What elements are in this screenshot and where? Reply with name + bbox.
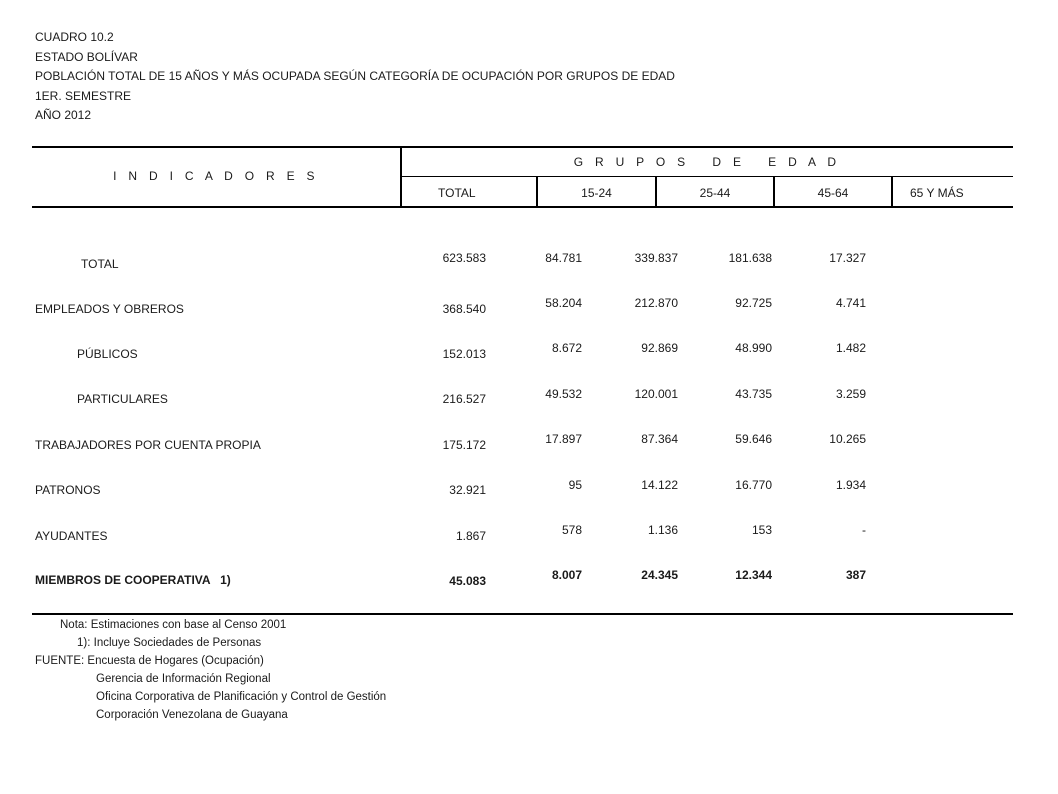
row-label-ayudantes: AYUDANTES [35, 529, 108, 543]
cell-publicos-45-64: 48.990 [735, 341, 772, 355]
group-subheader-rule [401, 176, 1013, 177]
table-description: POBLACIÓN TOTAL DE 15 AÑOS Y MÁS OCUPADA SEGÚN CATEGORÍA DE OCUPACIÓN POR GRUPOS DE EDAD [35, 69, 675, 83]
cell-total-25-44: 339.837 [634, 251, 678, 265]
cell-particulares-25-44: 120.001 [634, 387, 678, 401]
cell-empleados-25-44: 212.870 [634, 296, 678, 310]
age-groups-header: G R U P O S D E E D A D [573, 155, 841, 169]
cell-empleados-15-24: 58.204 [545, 296, 582, 310]
column-header-25-44: 25-44 [699, 186, 731, 200]
cell-ayudantes-65-plus: - [862, 523, 866, 537]
cell-cuenta-propia-65-plus: 10.265 [829, 432, 866, 446]
table-top-rule [32, 146, 1013, 148]
fuente-label: FUENTE: [35, 655, 85, 667]
row-label-empleados-obreros: EMPLEADOS Y OBREROS [35, 302, 184, 316]
column-header-45-64: 45-64 [817, 186, 849, 200]
year: AÑO 2012 [35, 108, 92, 122]
cell-total-total: 623.583 [442, 251, 486, 265]
cell-empleados-45-64: 92.725 [735, 296, 772, 310]
cell-total-45-64: 181.638 [728, 251, 772, 265]
cell-cuenta-propia-15-24: 17.897 [545, 432, 582, 446]
cell-cuenta-propia-total: 175.172 [442, 438, 486, 452]
cell-cooperativa-25-44: 24.345 [641, 568, 678, 582]
cell-cuenta-propia-25-44: 87.364 [641, 432, 678, 446]
column-header-15-24: 15-24 [581, 186, 612, 200]
cell-patronos-45-64: 16.770 [735, 478, 772, 492]
cell-cooperativa-45-64: 12.344 [735, 568, 772, 582]
column-header-total: TOTAL [438, 186, 476, 200]
row-label-publicos: PÚBLICOS [77, 347, 138, 361]
cell-publicos-total: 152.013 [442, 347, 486, 361]
cell-particulares-65-plus: 3.259 [835, 387, 866, 401]
row-label-particulares: PARTICULARES [77, 392, 168, 406]
table-number: CUADRO 10.2 [35, 30, 114, 44]
row-label-miembros-cooperativa: MIEMBROS DE COOPERATIVA 1) [35, 573, 231, 587]
cell-particulares-45-64: 43.735 [735, 387, 772, 401]
column-header-65-plus: 65 Y MÁS [910, 186, 964, 200]
row-label-cuenta-propia: TRABAJADORES POR CUENTA PROPIA [35, 438, 261, 452]
nota-label: Nota: [60, 619, 88, 631]
cell-empleados-65-plus: 4.741 [835, 296, 866, 310]
cell-publicos-15-24: 8.672 [551, 341, 582, 355]
cell-cuenta-propia-45-64: 59.646 [735, 432, 772, 446]
fuente-line: Corporación Venezolana de Guayana [96, 709, 288, 721]
cell-particulares-total: 216.527 [442, 392, 486, 406]
period: 1ER. SEMESTRE [35, 88, 132, 103]
indicators-header: I N D I C A D O R E S [113, 169, 319, 183]
cell-ayudantes-25-44: 1.136 [647, 523, 678, 537]
row-label-total: TOTAL [81, 257, 119, 271]
cell-patronos-25-44: 14.122 [641, 478, 678, 492]
fuente-line: Gerencia de Información Regional [96, 673, 271, 685]
cell-particulares-15-24: 49.532 [545, 387, 582, 401]
cell-empleados-total: 368.540 [442, 302, 486, 316]
cell-patronos-total: 32.921 [449, 483, 486, 497]
cell-total-15-24: 84.781 [545, 251, 582, 265]
cell-publicos-65-plus: 1.482 [835, 341, 866, 355]
table-bottom-rule [32, 613, 1013, 615]
header-bottom-rule [32, 206, 1013, 208]
cell-total-65-plus: 17.327 [829, 251, 866, 265]
cell-ayudantes-total: 1.867 [455, 529, 486, 543]
cell-publicos-25-44: 92.869 [641, 341, 678, 355]
cell-patronos-15-24: 95 [568, 478, 582, 492]
footnote-text: Incluye Sociedades de Personas [93, 637, 262, 649]
table-title-block [35, 28, 675, 126]
fuente-line: Encuesta de Hogares (Ocupación) [87, 655, 264, 667]
cell-ayudantes-15-24: 578 [561, 523, 582, 537]
row-label-patronos: PATRONOS [35, 483, 101, 497]
cell-cooperativa-total: 45.083 [449, 574, 486, 588]
fuente-line: Oficina Corporativa de Planificación y Control de Gestión [96, 691, 387, 703]
state-name: ESTADO BOLÍVAR [35, 49, 138, 64]
cell-cooperativa-15-24: 8.007 [551, 568, 582, 582]
nota-text: Estimaciones con base al Censo 2001 [90, 619, 287, 631]
footnote-label: 1): [77, 637, 91, 649]
cell-cooperativa-65-plus: 387 [845, 568, 866, 582]
cell-patronos-65-plus: 1.934 [835, 478, 866, 492]
cell-ayudantes-45-64: 153 [751, 523, 772, 537]
